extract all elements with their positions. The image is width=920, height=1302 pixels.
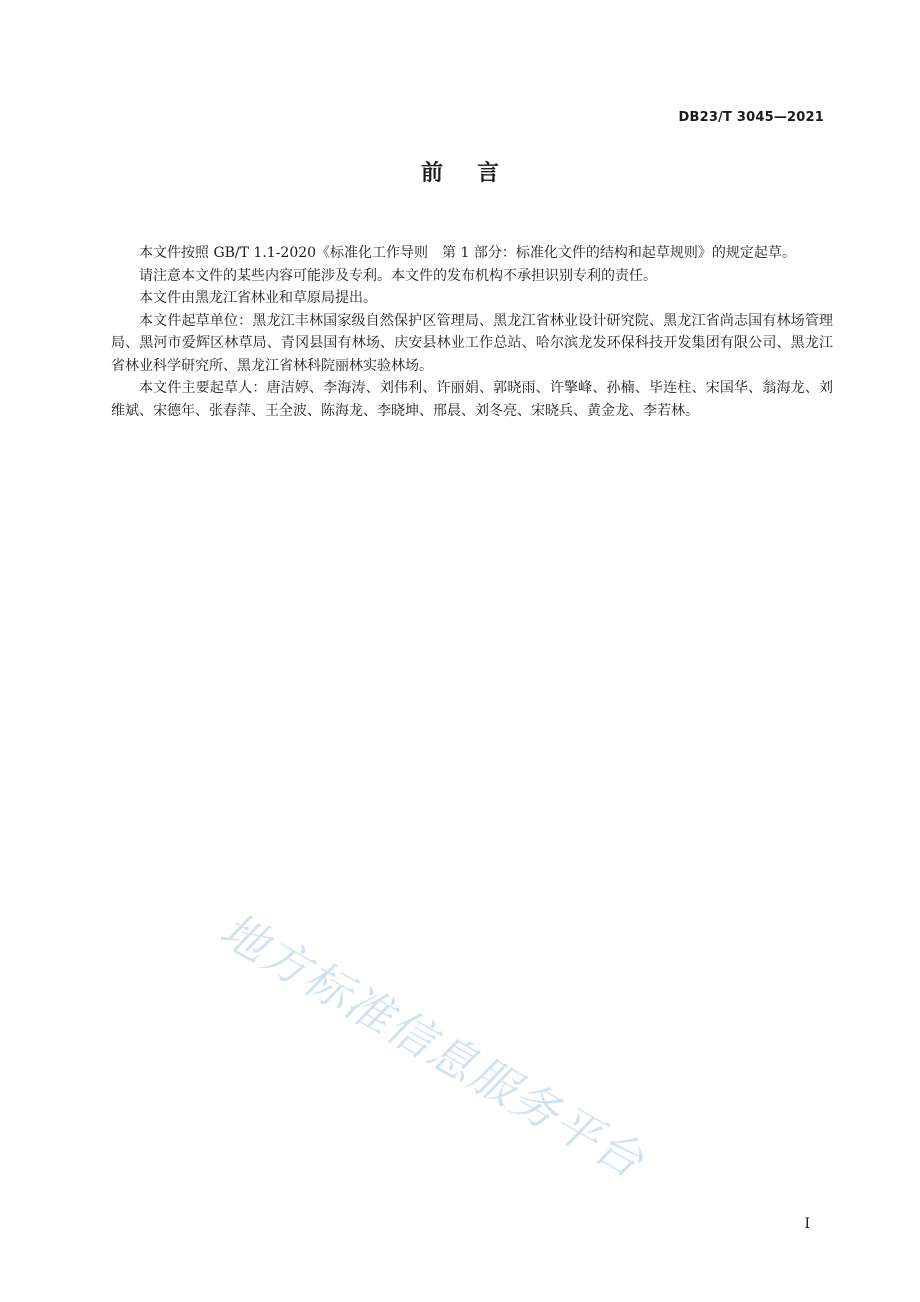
page-number: I bbox=[804, 1216, 810, 1232]
document-code: DB23/T 3045—2021 bbox=[678, 110, 824, 125]
paragraph-drafters: 本文件主要起草人：唐洁婷、李海涛、刘伟利、许丽娟、郭晓雨、许擎峰、孙楠、毕连柱、宋国华、翁海龙、刘维斌、宋德年、张春萍、王全波、陈海龙、李晓坤、邢晨、刘冬亮、宋晓兵、黄金龙、李若林。 bbox=[111, 380, 833, 419]
paragraph-patent-notice: 请注意本文件的某些内容可能涉及专利。本文件的发布机构不承担识别专利的责任。 bbox=[139, 267, 657, 284]
paragraph-drafting-rules: 本文件按照 GB/T 1.1-2020《标准化工作导则 第 1 部分：标准化文件的结构和起草规则》的规定起草。 bbox=[139, 245, 796, 261]
paragraph-proposer: 本文件由黑龙江省林业和草原局提出。 bbox=[139, 290, 377, 306]
paragraph-drafting-units: 本文件起草单位：黑龙江丰林国家级自然保护区管理局、黑龙江省林业设计研究院、黑龙江省尚志国有林场管理局、黑河市爱辉区林草局、青冈县国有林场、庆安县林业工作总站、哈尔滨龙发环保科技开发集团有限公司、黑龙江省林业科学研究所、黑龙江省林科院丽林实验林场。 bbox=[111, 312, 833, 374]
page-title: 前言 bbox=[420, 161, 533, 186]
watermark: 地方标准信息服务平台 bbox=[211, 902, 654, 1189]
document-body bbox=[111, 242, 833, 422]
